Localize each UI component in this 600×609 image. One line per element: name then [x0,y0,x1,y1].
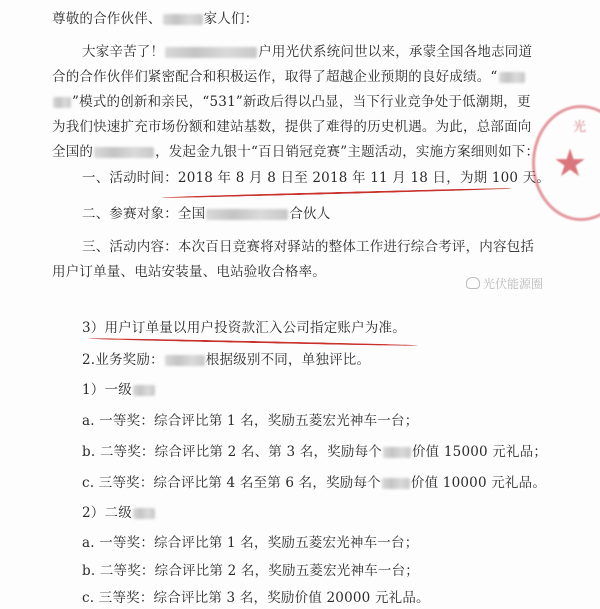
order-rule-line [82,320,406,336]
wechat-icon [466,277,480,289]
award-text: 根据级别不同，单独评比。 [205,352,371,368]
content-text: 用户订单量、电站安装量、电站验收合格率。 [52,264,326,280]
paragraph-text: 全国的 [52,144,94,160]
prize-line [82,413,418,429]
content-line [82,239,534,255]
prize-text: 价值 10000 元礼品。 [410,475,547,491]
redaction [206,209,288,220]
star-icon: ★ [553,141,588,185]
redaction [165,355,205,366]
activity-time-value: 2018 年 8 月 8 日至 2018 年 11 月 18 日，为期 100 天。 [177,170,551,186]
paragraph-line [52,69,526,85]
redaction [163,14,203,25]
paragraph-text: 合的合作伙伴们紧密配合和积极运作，取得了超越企业预期的良好成绩。“ [52,69,498,85]
red-underline [162,187,512,198]
content-line [52,264,326,280]
paragraph-line [52,94,531,110]
watermark-text: 光伏能源圈 [483,277,544,291]
redaction [382,478,410,489]
content-text: 三、活动内容：本次百日竞赛将对驿站的整体工作进行综合考评，内容包括 [82,239,535,255]
prize-line [82,444,547,460]
paragraph-line [52,144,539,160]
paragraph-text: ”模式的创新和亲民，“531”新政后得以凸显，当下行业竞争处于低潮期，更 [72,94,531,110]
participants-line [82,206,330,222]
red-underline [88,338,418,347]
paragraph-line [52,119,532,135]
redaction [383,447,411,458]
paragraph-line [82,44,532,60]
salutation-text-b: 家人们： [203,11,259,27]
redaction [133,508,155,519]
stamp-text: 光 [573,120,587,135]
order-rule-text: 3）用户订单量以用户投资款汇入公司指定账户为准。 [82,320,406,336]
participants-text: 合伙人 [289,206,331,222]
paragraph-text: 户用光伏系统问世以来，承蒙全国各地志同道 [258,44,533,60]
prize-text: b. 二等奖：综合评比第 2 名，奖励五菱宏光神车一台； [82,563,419,579]
paragraph-text: 为我们快速扩充市场份额和建站基数，提供了难得的历史机遇。为此，总部面向 [52,119,532,135]
prize-text: c. 三等奖：综合评比第 4 名至第 6 名，奖励每个 [82,475,381,491]
prize-line [82,563,419,579]
prize-line [82,590,430,606]
watermark [466,275,543,292]
official-stamp [532,105,600,221]
award-line [82,352,370,368]
participants-text: 二、参赛对象：全国 [82,206,206,222]
redaction [94,147,154,158]
award-text: 2.业务奖励： [82,352,164,368]
level-heading [82,382,156,398]
prize-text: 价值 15000 元礼品； [411,444,548,460]
prize-line [82,475,546,491]
prize-text: b. 二等奖：综合评比第 2 名、第 3 名，奖励每个 [82,444,382,460]
prize-line [82,535,418,551]
redaction [165,47,257,58]
redaction [53,97,71,108]
paragraph-text: ，发起金九银十“百日销冠竞赛”主题活动，实施方案细则如下： [155,144,540,160]
redaction [133,385,155,396]
level-heading [82,505,156,521]
redaction [499,72,525,83]
prize-text: c. 三等奖：综合评比第 3 名，奖励价值 20000 元礼品。 [82,590,430,606]
paragraph-text: 大家辛苦了！ [82,44,165,60]
prize-text: a. 一等奖：综合评比第 1 名，奖励五菱宏光神车一台； [82,535,419,551]
salutation-line [52,11,258,27]
activity-time-label: 一、活动时间： [82,170,178,186]
level-heading-text: 2）二级 [82,505,132,521]
salutation-text-a: 尊敬的合作伙伴、 [52,11,162,27]
prize-text: a. 一等奖：综合评比第 1 名，奖励五菱宏光神车一台； [82,413,419,429]
activity-time-line [82,170,550,186]
level-heading-text: 1）一级 [82,382,132,398]
